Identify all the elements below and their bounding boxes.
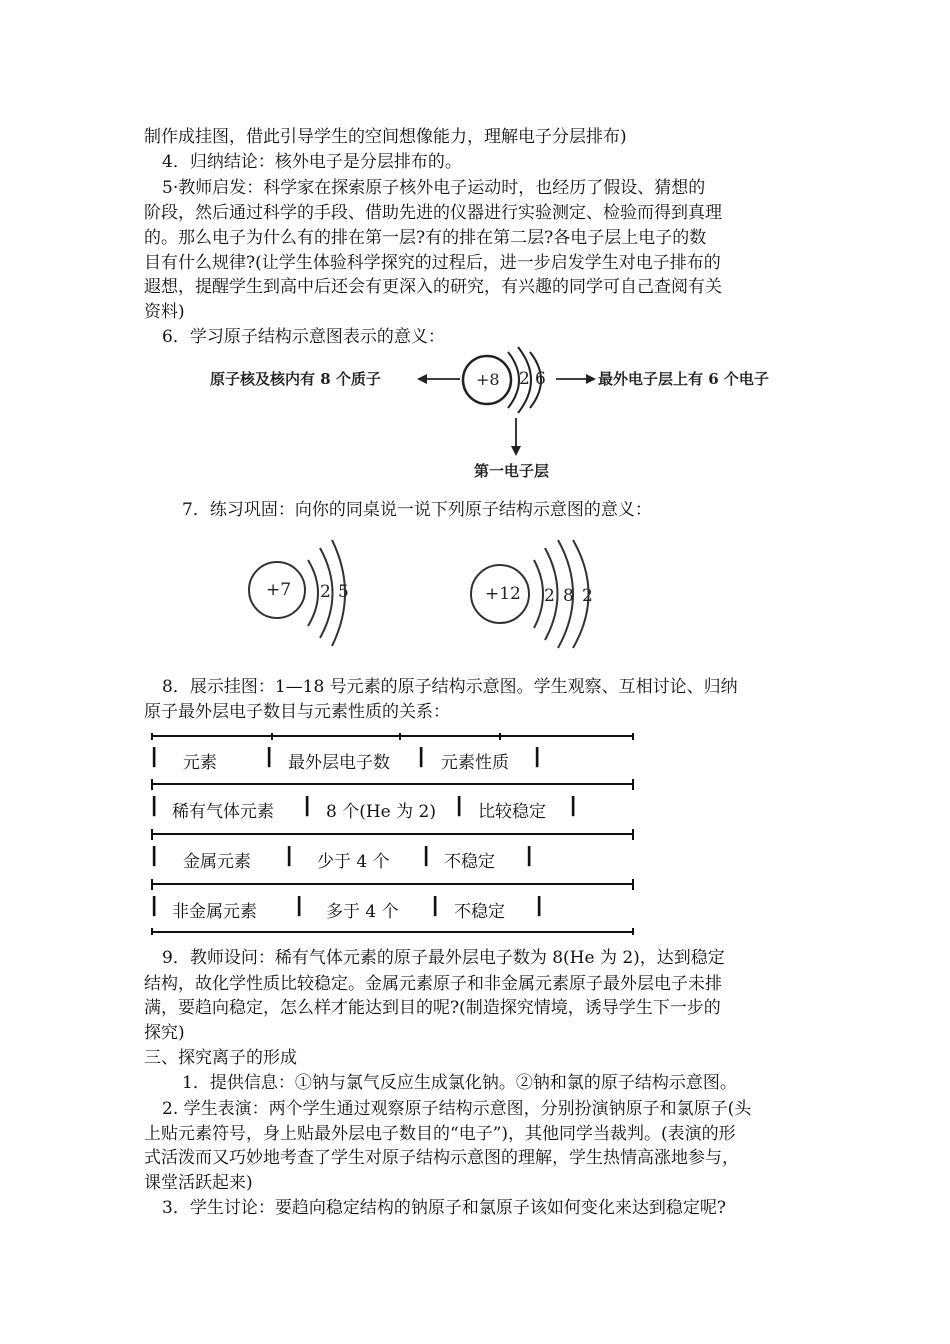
section-heading: 三、探究离子的形成 bbox=[144, 1048, 297, 1068]
table-cell: 少于 4 个 bbox=[317, 852, 390, 872]
atom2-nucleus-charge: +12 bbox=[485, 584, 521, 604]
atom2-shell-arc-1 bbox=[534, 560, 543, 628]
paragraph-line: 资料) bbox=[144, 302, 185, 322]
atom1-shell-1-count: 2 bbox=[320, 582, 331, 602]
atom2-shell-2-count: 8 bbox=[563, 586, 574, 606]
paragraph-line: 3．学生讨论：要趋向稳定结构的钠原子和氯原子该如何变化来达到稳定呢? bbox=[162, 1198, 726, 1218]
paragraph-line: 探究) bbox=[144, 1023, 185, 1043]
shell-1-count: 2 bbox=[519, 369, 530, 389]
paragraph-line: 8．展示挂图：1—18 号元素的原子结构示意图。学生观察、互相讨论、归纳 bbox=[162, 677, 738, 697]
paragraph-line: 结构，故化学性质比较稳定。金属元素原子和非金属元素原子最外层电子未排 bbox=[144, 974, 722, 994]
right-arrow-head bbox=[586, 374, 596, 384]
atom1-shell-arc-1 bbox=[308, 560, 318, 626]
shell-2-count: 6 bbox=[535, 369, 546, 389]
table-header-cell: 元素性质 bbox=[441, 753, 509, 773]
paragraph-line: 6．学习原子结构示意图表示的意义： bbox=[162, 327, 445, 347]
paragraph-line: 制作成挂图，借此引导学生的空间想像能力，理解电子分层排布) bbox=[144, 127, 627, 147]
paragraph-line: 2. 学生表演：两个学生通过观察原子结构示意图，分别扮演钠原子和氯原子(头 bbox=[162, 1099, 752, 1119]
paragraph-line: 满，要趋向稳定，怎么样才能达到目的呢?(制造探究情境，诱导学生下一步的 bbox=[144, 998, 721, 1018]
paragraph-line: 的。那么电子为什么有的排在第一层?有的排在第二层?各电子层上电子的数 bbox=[144, 228, 707, 248]
paragraph-line: 9．教师设问：稀有气体元素的原子最外层电子数为 8(He 为 2)，达到稳定 bbox=[162, 948, 725, 968]
atom2-shell-1-count: 2 bbox=[544, 586, 555, 606]
first-shell-annotation: 第一电子层 bbox=[474, 462, 550, 480]
left-arrow-head bbox=[417, 374, 427, 384]
table-cell: 多于 4 个 bbox=[326, 902, 399, 922]
atom1-nucleus-charge: +7 bbox=[266, 580, 292, 600]
paragraph-line: 遐想，提醒学生到高中后还会有更深入的研究，有兴趣的同学可自己查阅有关 bbox=[144, 277, 722, 297]
paragraph-line: 原子最外层电子数目与元素性质的关系： bbox=[144, 702, 450, 722]
exercise-line: 7．练习巩固：向你的同桌说一说下列原子结构示意图的意义： bbox=[182, 500, 652, 520]
table-cell: 非金属元素 bbox=[172, 902, 257, 922]
table-cell: 比较稳定 bbox=[478, 802, 546, 822]
paragraph-line: 1．提供信息：①钠与氯气反应生成氯化钠。②钠和氯的原子结构示意图。 bbox=[182, 1073, 737, 1093]
nucleus-charge: +8 bbox=[476, 370, 500, 389]
nucleus-annotation: 原子核及核内有 8 个质子 bbox=[210, 370, 381, 388]
table-header-cell: 最外层电子数 bbox=[288, 753, 390, 773]
outer-shell-annotation: 最外电子层上有 6 个电子 bbox=[598, 370, 769, 388]
paragraph-line: 式活泼而又巧妙地考查了学生对原子结构示意图的理解，学生热情高涨地参与， bbox=[144, 1148, 739, 1168]
table-cell: 不稳定 bbox=[454, 902, 505, 922]
paragraph-line: 4．归纳结论：核外电子是分层排布的。 bbox=[162, 152, 462, 172]
paragraph-line: 5·教师启发：科学家在探索原子核外电子运动时，也经历了假设、猜想的 bbox=[162, 178, 706, 198]
paragraph-line: 阶段，然后通过科学的手段、借助先进的仪器进行实验测定、检验而得到真理 bbox=[144, 203, 722, 223]
atom2-shell-3-count: 2 bbox=[582, 586, 593, 606]
paragraph-line: 上贴元素符号，身上贴最外层电子数目的“电子”)，其他同学当裁判。(表演的形 bbox=[144, 1124, 736, 1144]
table-header-cell: 元素 bbox=[183, 753, 217, 773]
table-cell: 金属元素 bbox=[183, 852, 251, 872]
atom1-shell-2-count: 5 bbox=[338, 582, 349, 602]
table-cell: 稀有气体元素 bbox=[172, 802, 274, 822]
shell-arc-1 bbox=[508, 352, 519, 408]
paragraph-line: 课堂活跃起来) bbox=[144, 1173, 253, 1193]
paragraph-line: 目有什么规律?(让学生体验科学探究的过程后，进一步启发学生对电子排布的 bbox=[144, 253, 721, 273]
table-cell: 8 个(He 为 2) bbox=[326, 802, 436, 822]
table-cell: 不稳定 bbox=[444, 852, 495, 872]
down-arrow-head bbox=[511, 446, 521, 456]
